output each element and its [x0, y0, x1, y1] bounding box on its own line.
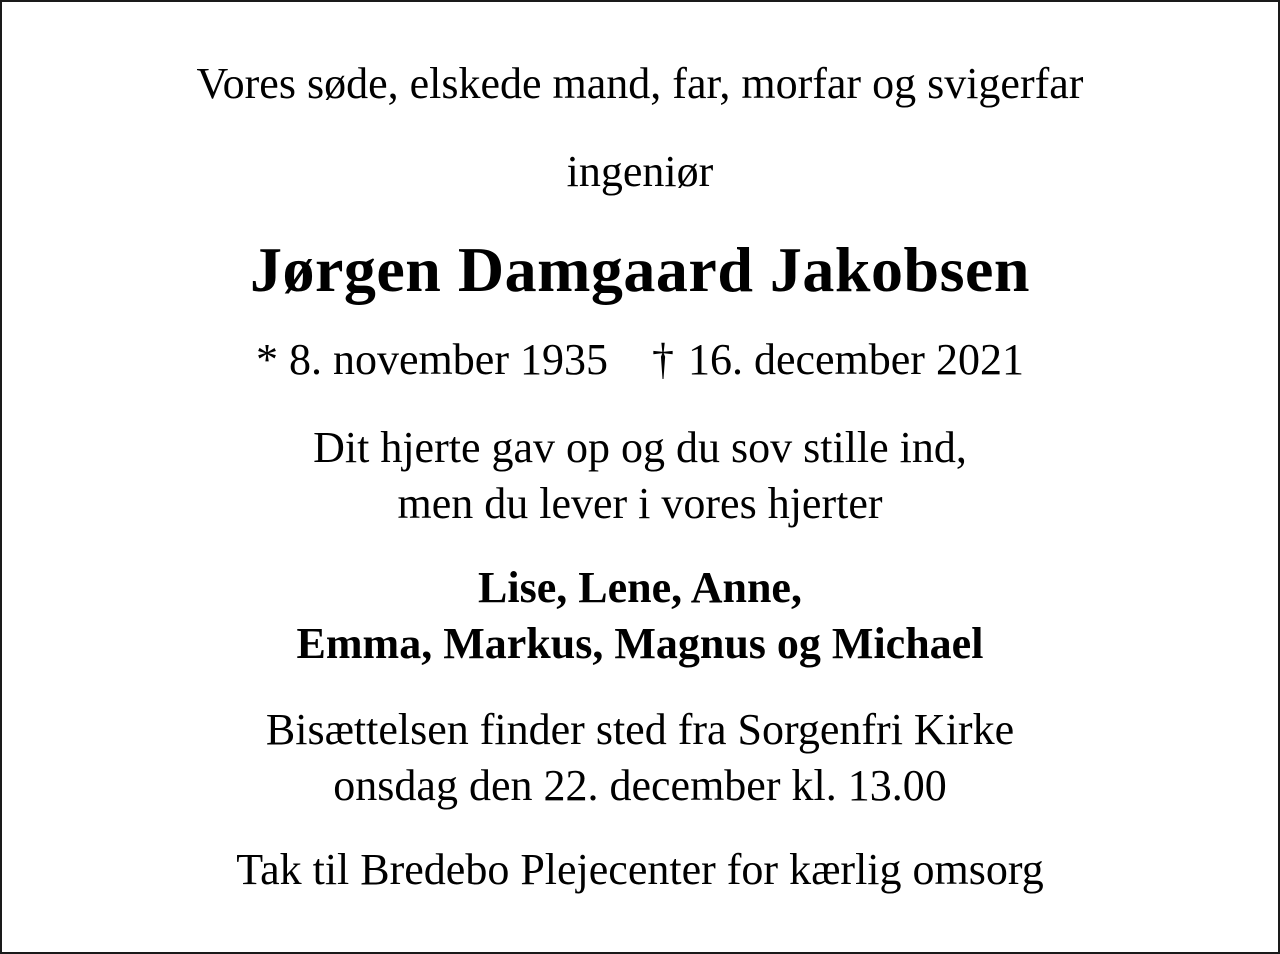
family-line-1: Lise, Lene, Anne, — [478, 563, 802, 612]
deceased-name: Jørgen Damgaard Jakobsen — [249, 234, 1031, 305]
death-date: 16. december 2021 — [687, 335, 1024, 384]
verse-line-2: men du lever i vores hjerter — [397, 479, 883, 528]
birth-date: * 8. november 1935 — [256, 335, 608, 384]
deceased-title: ingeniør — [566, 147, 714, 196]
life-dates — [2, 335, 1278, 384]
thanks-text: Tak til Bredebo Plejecenter for kærlig omsorg — [236, 845, 1044, 894]
intro-text: Vores søde, elskede mand, far, morfar og svigerfar — [196, 59, 1084, 108]
verse-line-1: Dit hjerte gav op og du sov stille ind, — [313, 423, 967, 472]
cross-icon: † — [651, 335, 674, 384]
family-line-2: Emma, Markus, Magnus og Michael — [296, 619, 984, 668]
funeral-line-2: onsdag den 22. december kl. 13.00 — [333, 761, 947, 810]
funeral-line-1: Bisættelsen finder sted fra Sorgenfri Kirke — [265, 705, 1015, 754]
